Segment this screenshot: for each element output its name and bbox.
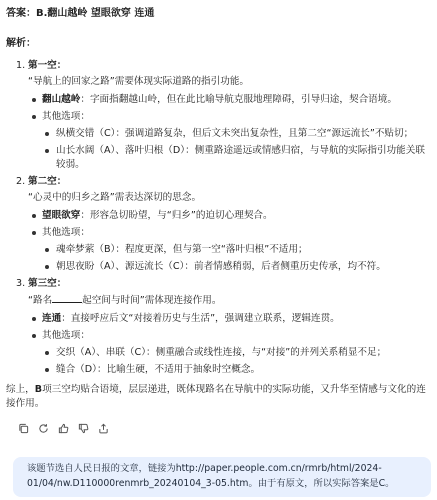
blank-number: 1. — [16, 60, 26, 71]
blank-title: 第三空： — [28, 278, 67, 289]
correct-option — [28, 209, 431, 223]
analysis-heading: 解析： — [6, 38, 36, 49]
share-icon[interactable] — [98, 423, 109, 434]
blank-list — [6, 59, 431, 377]
blank-description: “心灵中的归乡之路”需表达深切的思念。 — [28, 192, 202, 203]
blank-item-2 — [6, 175, 431, 274]
option-explanation: ：字面指翻越山岭，但在此比喻导航克服地理障碍，引导归途，契合语境。 — [80, 94, 397, 105]
option-term: 连通 — [42, 313, 62, 324]
summary-bold: B — [34, 384, 43, 395]
blank-title: 第一空： — [28, 60, 67, 71]
summary-after: 项三空均贴合语境，层层递进，既体现路名在导航中的实际功能，又升华至情感与文化的连接作用。 — [6, 384, 426, 409]
blank-description-after: 起空间与时间”需体现连接作用。 — [82, 295, 222, 306]
other-option: 朝思夜盼（A）、源远流长（C）：前者情感稍弱，后者侧重历史传承，均不符。 — [28, 260, 431, 274]
other-option: 缝合（D）：比喻生硬，不适用于抽象时空概念。 — [28, 363, 431, 377]
option-term: 望眼欲穿 — [42, 210, 81, 221]
user-note-bubble: 该题节选自人民日报的文章，链接为http://paper.people.com.cn/rmrb/html/2024-01/04/nw.D110000renmrb_20240104_3-05.htm。由于有原文，所以实际答案是C。 — [13, 457, 431, 497]
refresh-icon[interactable] — [38, 423, 49, 434]
blank-title: 第二空： — [28, 176, 67, 187]
answer-line: 答案：B.翻山越岭 望眼欲穿 连通 — [6, 8, 155, 19]
thumbs-down-icon[interactable] — [78, 423, 89, 434]
blank-item-1 — [6, 59, 431, 172]
other-option: 魂牵梦萦（B）：程度更深，但与第一空“落叶归根”不适用； — [28, 243, 431, 257]
blank-description-before: “路名 — [28, 295, 53, 306]
correct-option — [28, 93, 431, 107]
option-explanation: ：直接呼应后文“对接着历史与生活”，强调建立联系，逻辑连贯。 — [61, 313, 340, 324]
other-option: 交织（A）、串联（C）：侧重融合或线性连接，与“对接”的并列关系稍显不足； — [28, 346, 431, 360]
summary-before: 综上， — [6, 384, 35, 395]
summary — [6, 383, 431, 411]
fill-blank-underline — [52, 293, 82, 303]
other-option: 山长水阔（A）、落叶归根（D）：侧重路途遥远或情感归宿，与导航的实际指引功能关联较弱。 — [28, 144, 431, 172]
other-option: 纵横交错（C）：强调道路复杂，但后文未突出复杂性，且第二空“源远流长”不贴切； — [28, 127, 431, 141]
correct-option — [28, 312, 431, 326]
blank-number: 2. — [16, 176, 26, 187]
copy-icon[interactable] — [18, 423, 29, 434]
blank-number: 3. — [16, 278, 26, 289]
thumbs-up-icon[interactable] — [58, 423, 69, 434]
blank-description — [28, 293, 431, 308]
blank-description: “导航上的回家之路”需要体现实际道路的指引功能。 — [28, 76, 250, 87]
other-options-label: 其他选项： — [28, 110, 431, 124]
other-options-label: 其他选项： — [28, 226, 431, 240]
option-explanation: ：形容急切盼望，与“归乡”的迫切心理契合。 — [80, 210, 273, 221]
blank-item-3 — [6, 277, 431, 377]
message-actions — [18, 421, 431, 435]
option-term: 翻山越岭 — [42, 94, 81, 105]
other-options-label: 其他选项： — [28, 329, 431, 343]
